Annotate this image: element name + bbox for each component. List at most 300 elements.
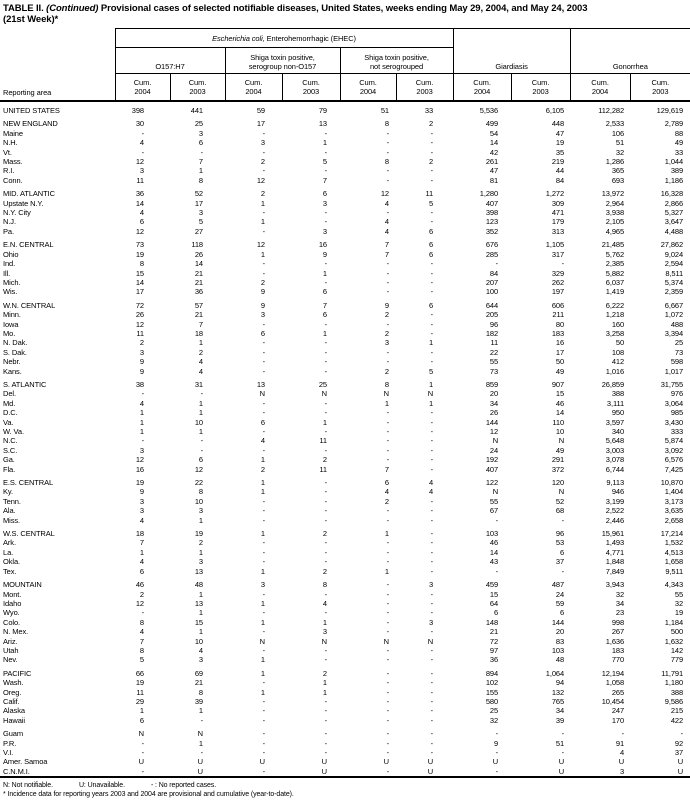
value-cell: 48 [555,655,565,665]
value-cell: 6,576 [664,455,684,465]
value-cell: - [262,678,265,688]
value-cell: 51 [380,106,389,115]
reporting-area-cell: Oreg. [3,687,22,697]
value-cell: 112,282 [598,106,625,115]
value-cell: 12 [256,175,265,185]
value-cell: - [430,445,434,455]
reporting-area-cell: S.C. [3,445,18,455]
value-cell: 9,586 [664,696,684,706]
value-cell: - [430,496,434,506]
value-cell: 317 [551,249,565,259]
table-row [0,739,690,748]
value-cell: - [262,766,265,776]
value-cell: 1,058 [605,678,625,688]
value-cell: - [430,547,434,557]
table-row [0,529,690,538]
value-cell: 11 [136,687,144,697]
value-cell: 765 [551,696,565,706]
value-cell: - [386,138,389,148]
table-title-continued: (Continued) [46,3,99,14]
value-cell: 18 [194,328,203,338]
value-cell: - [262,557,265,567]
value-cell: - [430,408,434,418]
value-cell: 16,328 [660,189,684,199]
value-cell: N [383,636,389,646]
table-row [0,227,690,236]
value-cell: - [386,417,389,427]
value-cell: - [495,748,499,757]
value-cell: - [386,506,389,516]
value-cell: 4 [139,627,144,637]
value-cell: 3 [198,208,203,218]
value-cell: 122 [485,478,499,488]
value-cell: 7 [198,157,203,167]
value-cell: 102 [485,678,499,688]
value-cell: 6 [322,310,327,320]
table-row [0,678,690,687]
value-cell: 950 [611,408,625,418]
value-cell: 25 [489,706,499,716]
value-cell: 3,064 [664,398,684,408]
value-cell: - [324,645,327,655]
value-cell: 3,092 [664,445,684,455]
value-cell: - [324,515,327,525]
reporting-area-cell: Mont. [3,589,22,599]
value-cell: - [262,166,265,176]
value-cell: - [386,617,389,627]
value-cell: - [430,175,434,185]
cum-header-cell: Cum. 2004 [453,74,511,102]
value-cell: 31 [194,379,203,389]
value-cell: 2 [322,668,327,678]
reporting-area-cell: Iowa [3,319,19,329]
value-cell: 1,286 [605,157,625,167]
value-cell: 3,597 [605,417,625,427]
value-cell: 5 [428,366,434,376]
value-cell: - [561,515,565,525]
value-cell: 96 [489,319,499,329]
value-cell: N [492,436,499,446]
value-cell: - [262,547,265,557]
value-cell: 6 [428,249,434,259]
value-cell: 262 [551,277,565,287]
value-cell: 17 [256,119,265,129]
value-cell: - [324,589,327,599]
value-cell: 1 [428,379,434,389]
value-cell: - [430,515,434,525]
value-cell: 3 [322,226,327,236]
value-cell: 25 [318,379,327,389]
footnotes [0,778,690,799]
value-cell: 205 [485,310,499,320]
footnote-unavailable: U: Unavailable. [78,782,125,790]
value-cell: 72 [135,300,144,310]
value-cell: 1 [139,547,144,557]
value-cell: - [430,566,434,576]
value-cell: 1 [260,598,265,608]
table-title [0,0,690,28]
value-cell: 26,859 [601,379,625,389]
value-cell: 3,635 [664,506,684,516]
table-body [0,101,690,777]
value-cell: U [259,757,265,767]
reporting-area-cell: Md. [3,398,16,408]
value-cell: 36 [135,189,144,199]
reporting-area-cell: Maine [3,128,23,138]
value-cell: 39 [555,715,565,725]
value-cell: 27 [194,226,203,236]
value-cell: 155 [485,687,499,697]
value-cell: - [495,566,499,576]
value-cell: 2,533 [605,119,625,129]
value-cell: 123 [485,217,499,227]
value-cell: 4,513 [664,547,684,557]
reporting-area-cell: UNITED STATES [3,106,60,115]
value-cell: 12 [135,598,144,608]
value-cell: 1 [260,617,265,627]
value-cell: 2 [428,119,434,129]
value-cell: - [430,268,434,278]
value-cell: - [262,366,265,376]
value-cell: 1,186 [664,175,684,185]
value-cell: 219 [551,157,565,167]
value-cell: 16 [555,338,565,348]
value-cell: 6 [559,547,565,557]
value-cell: 8 [384,119,389,129]
value-cell: 9 [139,366,144,376]
value-cell: 1 [428,398,434,408]
reporting-area-cell: N.J. [3,217,16,227]
value-cell: - [324,338,327,348]
value-cell: 3 [619,766,625,776]
value-cell: 7 [322,175,327,185]
value-cell: 51 [615,138,625,148]
value-cell: U [427,766,434,776]
value-cell: - [324,608,327,618]
table-row [0,446,690,455]
value-cell: 4,771 [605,547,625,557]
table-row [0,567,690,576]
table-row [0,599,690,608]
value-cell: 4 [139,515,144,525]
value-cell: 9,113 [606,478,625,488]
value-cell: 23 [615,608,625,618]
value-cell: 1,404 [664,487,684,497]
value-cell: 37 [555,557,565,567]
value-cell: - [430,319,434,329]
value-cell: 2,105 [605,217,625,227]
value-cell: 3 [260,310,265,320]
value-cell: 207 [485,277,499,287]
value-cell: - [324,706,327,716]
table-row [0,278,690,287]
value-cell: - [386,259,389,269]
value-cell: 54 [489,128,499,138]
value-cell: 10,454 [601,696,625,706]
value-cell: 11 [425,189,434,199]
value-cell: 1 [198,589,203,599]
value-cell: 59 [256,106,265,115]
value-cell: U [138,757,144,767]
value-cell: 10 [194,496,203,506]
value-cell: 129,619 [656,106,684,115]
table-row [0,516,690,525]
value-cell: 5,648 [605,436,625,446]
value-cell: 8 [198,687,203,697]
reporting-area-cell: Ga. [3,455,15,465]
reporting-area-cell: Ala. [3,506,16,516]
value-cell: - [386,678,389,688]
value-cell: 1 [198,547,203,557]
reporting-area-cell: R.I. [3,166,15,176]
table-row [0,208,690,217]
value-cell: 9,511 [665,566,684,576]
value-cell: 606 [551,300,565,310]
value-cell: 3 [198,655,203,665]
value-cell: - [495,515,499,525]
value-cell: 6 [260,328,265,338]
reporting-area-cell: N.H. [3,138,18,148]
table-row [0,497,690,506]
value-cell: 7 [384,249,389,259]
value-cell: 4 [139,398,144,408]
value-cell: 580 [485,696,499,706]
table-header [0,29,690,102]
value-cell: 91 [615,738,625,748]
value-cell: 26 [194,249,203,259]
table-row [0,357,690,366]
value-cell: 1 [322,138,327,148]
value-cell: 4 [139,557,144,567]
value-cell: 333 [670,427,684,436]
value-cell: 4 [384,226,389,236]
table-row [0,389,690,398]
table-row [0,455,690,464]
value-cell: - [430,138,434,148]
table-row [0,548,690,557]
value-cell: 4 [139,208,144,218]
reporting-area-cell: Nev. [3,655,18,665]
cum-header-cell: Cum. 2003 [170,74,225,102]
value-cell: 55 [489,357,499,367]
value-cell: - [561,259,565,269]
reporting-area-cell: S. Dak. [3,347,27,357]
value-cell: - [324,738,327,748]
value-cell: 329 [551,268,565,278]
gonorrhea-group-header: Gonorrhea [570,29,690,74]
value-cell: 1 [139,706,144,716]
value-cell: 100 [485,287,499,297]
value-cell: 24 [555,589,565,599]
value-cell: - [262,338,265,348]
ehec-group-header-rest: Enterohemorrhagic (EHEC) [264,33,356,43]
value-cell: - [386,515,389,525]
value-cell: - [141,738,144,748]
value-cell: 1 [198,706,203,716]
cum-header-cell: Cum. 2004 [340,74,396,102]
table-row [0,138,690,147]
value-cell: - [200,389,203,399]
value-cell: 3 [198,506,203,516]
value-cell: 4 [260,436,265,446]
ehec-species-name: Escherichia coli, [212,33,265,43]
table-row [0,157,690,166]
value-cell: 471 [551,208,565,218]
value-cell: 907 [551,379,565,389]
value-cell: 1,016 [605,366,625,376]
value-cell: 388 [611,389,625,399]
value-cell: 3,647 [664,217,684,227]
reporting-area-cell: D.C. [3,408,18,418]
value-cell: - [262,147,265,157]
value-cell: 976 [670,389,684,399]
value-cell: 1 [198,338,203,348]
value-cell: 49 [555,366,565,376]
value-cell: 1,493 [605,538,625,548]
value-cell: 15 [555,389,565,399]
value-cell: 2 [260,464,265,474]
value-cell: - [621,729,625,739]
value-cell: - [324,427,327,436]
table-row [0,767,690,777]
value-cell: 372 [551,464,565,474]
value-cell: 183 [551,328,565,338]
value-cell: 1 [198,608,203,618]
value-cell: 81 [489,175,499,185]
value-cell: 2 [198,347,203,357]
value-cell: 2,594 [664,259,684,269]
value-cell: 291 [551,455,565,465]
value-cell: - [324,696,327,706]
value-cell: 4 [428,478,434,488]
value-cell: 182 [485,328,499,338]
value-cell: 6,667 [664,300,684,310]
footnote-not-notifiable: N: Not notifiable. [3,782,53,790]
table-row [0,465,690,474]
value-cell: - [430,598,434,608]
value-cell: - [141,147,144,157]
table-row [0,655,690,664]
value-cell: - [324,128,327,138]
value-cell: 11 [319,464,327,474]
value-cell: - [324,655,327,665]
value-cell: 3 [139,347,144,357]
value-cell: 183 [611,645,625,655]
value-cell: - [495,259,499,269]
table-row [0,176,690,185]
value-cell: 6 [322,189,327,199]
value-cell: 66 [135,668,144,678]
value-cell: 14 [555,408,565,418]
value-cell: - [386,766,389,776]
value-cell: 38 [135,379,144,389]
value-cell: 2 [198,538,203,548]
value-cell: 84 [489,268,499,278]
table-row [0,506,690,515]
value-cell: 17 [194,198,203,208]
value-cell: - [324,487,327,497]
value-cell: 5 [198,217,203,227]
value-cell: 3 [139,166,144,176]
reporting-area-cell: Calif. [3,696,20,706]
footnote-incidence-note: * Incidence data for reporting years 2003 and 2004 are provisional and cumulative (year-to-date). [3,791,294,799]
reporting-area-cell: Wis. [3,287,18,297]
value-cell: - [430,506,434,516]
table-row [0,301,690,310]
value-cell: 1 [260,478,265,488]
reporting-area-cell: Ind. [3,259,16,269]
value-cell: - [200,748,203,757]
value-cell: 16 [135,464,144,474]
reporting-area-header: Reporting area [0,29,115,102]
reporting-area-cell: Kans. [3,366,22,376]
shiga-non-o157-subgroup-header: Shiga toxin positive, serogroup non-O157 [225,48,340,74]
value-cell: 52 [555,496,565,506]
value-cell: - [262,496,265,506]
value-cell: - [386,687,389,697]
value-cell: - [324,347,327,357]
table-row [0,538,690,547]
value-cell: 2,446 [605,515,625,525]
value-cell: - [430,277,434,287]
value-cell: - [430,748,434,757]
value-cell: 84 [555,175,565,185]
value-cell: 7 [198,319,203,329]
table-row [0,148,690,157]
value-cell: 35 [555,147,565,157]
value-cell: - [262,608,265,618]
value-cell: 1 [139,417,144,427]
value-cell: 11 [136,328,144,338]
value-cell: 2,866 [664,198,684,208]
value-cell: 1 [322,417,327,427]
value-cell: 97 [489,645,499,655]
value-cell: 27,862 [660,240,684,250]
value-cell: 17 [135,287,144,297]
value-cell: - [495,766,499,776]
value-cell: 261 [485,157,499,167]
value-cell: 8 [198,487,203,497]
table-row [0,367,690,376]
table-title-prefix: TABLE II. [3,3,47,14]
value-cell: - [430,310,434,320]
reporting-area-cell: N.C. [3,436,18,446]
value-cell: 192 [485,455,499,465]
reporting-area-cell: C.N.M.I. [3,766,30,776]
value-cell: 11 [319,436,327,446]
value-cell: 2 [322,529,327,539]
value-cell: 1,272 [545,189,565,199]
value-cell: 6 [198,455,203,465]
value-cell: 3 [428,580,434,590]
value-cell: - [430,529,434,539]
value-cell: - [386,557,389,567]
table-row [0,436,690,445]
reporting-area-cell: Ohio [3,249,19,259]
value-cell: 57 [194,300,203,310]
value-cell: 32 [615,147,625,157]
value-cell: 1 [260,455,265,465]
value-cell: 39 [194,696,203,706]
value-cell: - [430,208,434,218]
table-row [0,106,690,115]
reporting-area-cell: Mass. [3,157,23,167]
value-cell: 859 [485,379,499,389]
value-cell: - [324,166,327,176]
value-cell: 12,194 [601,668,625,678]
value-cell: 267 [611,627,625,637]
value-cell: 1,044 [664,157,684,167]
